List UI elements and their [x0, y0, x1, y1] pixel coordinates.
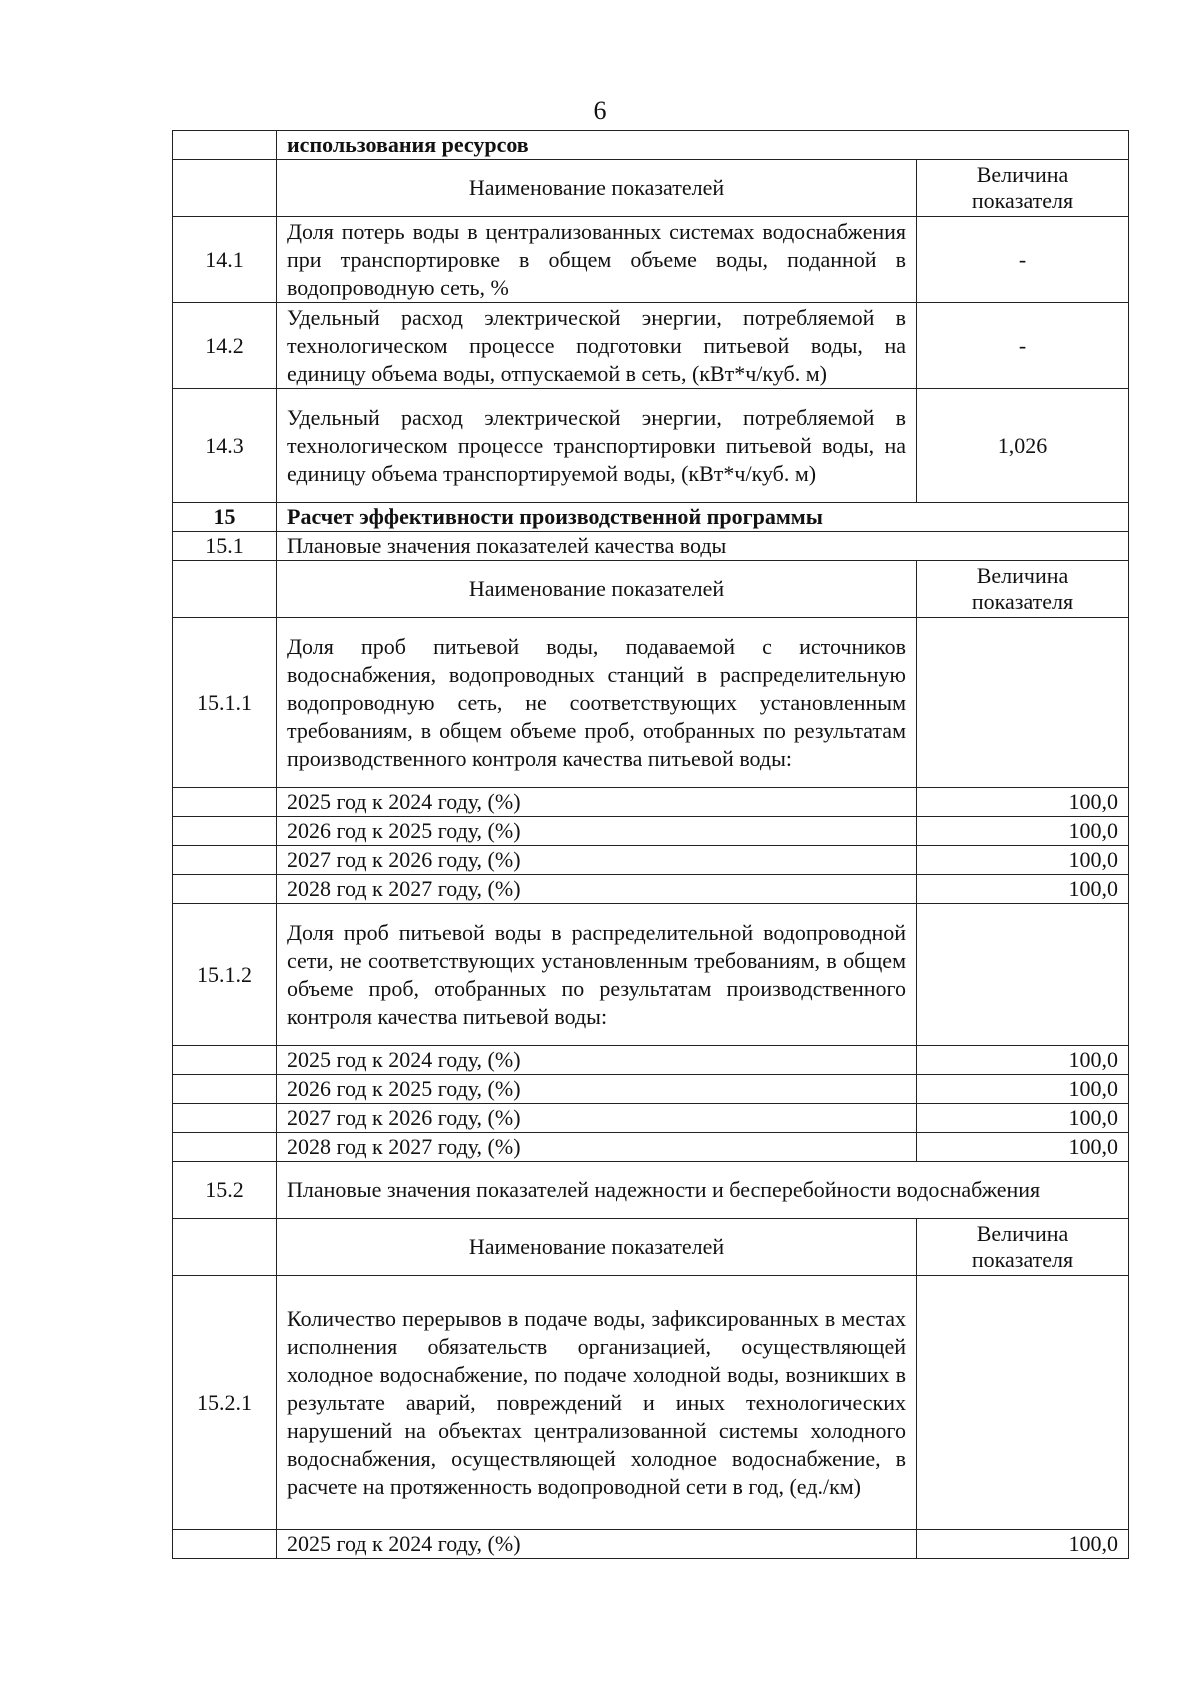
column-header-row	[173, 160, 1129, 217]
year-row	[173, 875, 1129, 904]
table-row	[173, 217, 1129, 303]
value-column-header: Величина показателя	[917, 160, 1129, 217]
subsection-row	[173, 1162, 1129, 1219]
name-column-header: Наименование показателей	[277, 160, 917, 217]
indicator-name: Удельный расход электрической энергии, потребляемой в технологическом процессе подготовки питьевой воды, на единицу объема воды, отпускаемой в сеть, (кВт*ч/куб. м)	[277, 303, 917, 389]
section-title-cont: использования ресурсов	[277, 131, 1129, 160]
indicator-name: Доля проб питьевой воды в распределительной водопроводной сети, не соответствующих установленным требованиям, в общем объеме проб, отобранных по результатам производственного контроля качества питьевой воды:	[277, 904, 917, 1046]
table-row	[173, 131, 1129, 160]
indicator-value	[917, 904, 1129, 1046]
indicator-value	[917, 618, 1129, 788]
section-title: Расчет эффективности производственной программы	[277, 503, 1129, 532]
year-value: 100,0	[917, 1530, 1129, 1559]
year-label: 2025 год к 2024 году, (%)	[277, 1046, 917, 1075]
table-row	[173, 303, 1129, 389]
page-number: 6	[593, 96, 607, 125]
year-label: 2026 год к 2025 году, (%)	[277, 817, 917, 846]
row-number: 15.1.1	[173, 618, 277, 788]
value-column-header: Величина показателя	[917, 1219, 1129, 1276]
year-row	[173, 1075, 1129, 1104]
name-column-header: Наименование показателей	[277, 561, 917, 618]
column-header-row	[173, 561, 1129, 618]
year-value: 100,0	[917, 1075, 1129, 1104]
row-number: 14.3	[173, 389, 277, 503]
indicator-name: Количество перерывов в подаче воды, зафиксированных в местах исполнения обязательств организацией, осуществляющей холодное водоснабжение, по подаче холодной воды, возникших в результате аварий, повреждений и иных технологических нарушений на объектах централизованной системы холодного водоснабжения, осуществляющей холодное водоснабжение, в расчете на протяженность водопроводной сети в год, (ед./км)	[277, 1276, 917, 1530]
year-value: 100,0	[917, 817, 1129, 846]
row-number: 14.2	[173, 303, 277, 389]
row-number: 14.1	[173, 217, 277, 303]
year-label: 2025 год к 2024 году, (%)	[277, 1530, 917, 1559]
table-row	[173, 618, 1129, 788]
table-row	[173, 1276, 1129, 1530]
year-value: 100,0	[917, 788, 1129, 817]
subsection-title: Плановые значения показателей качества воды	[277, 532, 1129, 561]
column-header-row	[173, 1219, 1129, 1276]
year-value: 100,0	[917, 846, 1129, 875]
table-row	[173, 904, 1129, 1046]
section-row	[173, 503, 1129, 532]
year-label: 2028 год к 2027 году, (%)	[277, 875, 917, 904]
year-row	[173, 788, 1129, 817]
indicator-value	[917, 1276, 1129, 1530]
year-row	[173, 817, 1129, 846]
indicator-value: 1,026	[917, 389, 1129, 503]
indicator-value: -	[917, 217, 1129, 303]
indicator-name: Доля потерь воды в централизованных системах водоснабжения при транспортировке в общем объеме воды, поданной в водопроводную сеть, %	[277, 217, 917, 303]
year-row	[173, 1046, 1129, 1075]
year-value: 100,0	[917, 875, 1129, 904]
year-value: 100,0	[917, 1104, 1129, 1133]
year-row	[173, 1104, 1129, 1133]
row-number: 15	[173, 503, 277, 532]
year-label: 2025 год к 2024 году, (%)	[277, 788, 917, 817]
indicator-name: Удельный расход электрической энергии, потребляемой в технологическом процессе транспортировки питьевой воды, на единицу объема транспортируемой воды, (кВт*ч/куб. м)	[277, 389, 917, 503]
table-row	[173, 389, 1129, 503]
year-label: 2026 год к 2025 году, (%)	[277, 1075, 917, 1104]
year-row	[173, 1530, 1129, 1559]
year-row	[173, 1133, 1129, 1162]
year-value: 100,0	[917, 1046, 1129, 1075]
indicators-table	[172, 130, 1129, 1559]
row-number	[173, 131, 277, 160]
indicator-value: -	[917, 303, 1129, 389]
indicator-name: Доля проб питьевой воды, подаваемой с источников водоснабжения, водопроводных станций в распределительную водопроводную сеть, не соответствующих установленным требованиям, в общем объеме проб, отобранных по результатам производственного контроля качества питьевой воды:	[277, 618, 917, 788]
year-label: 2027 год к 2026 году, (%)	[277, 1104, 917, 1133]
year-value: 100,0	[917, 1133, 1129, 1162]
row-number: 15.1	[173, 532, 277, 561]
row-number: 15.2.1	[173, 1276, 277, 1530]
subsection-title: Плановые значения показателей надежности и бесперебойности водоснабжения	[277, 1162, 1129, 1219]
year-label: 2027 год к 2026 году, (%)	[277, 846, 917, 875]
value-column-header: Величина показателя	[917, 561, 1129, 618]
year-label: 2028 год к 2027 году, (%)	[277, 1133, 917, 1162]
row-number: 15.1.2	[173, 904, 277, 1046]
subsection-row	[173, 532, 1129, 561]
year-row	[173, 846, 1129, 875]
name-column-header: Наименование показателей	[277, 1219, 917, 1276]
row-number: 15.2	[173, 1162, 277, 1219]
